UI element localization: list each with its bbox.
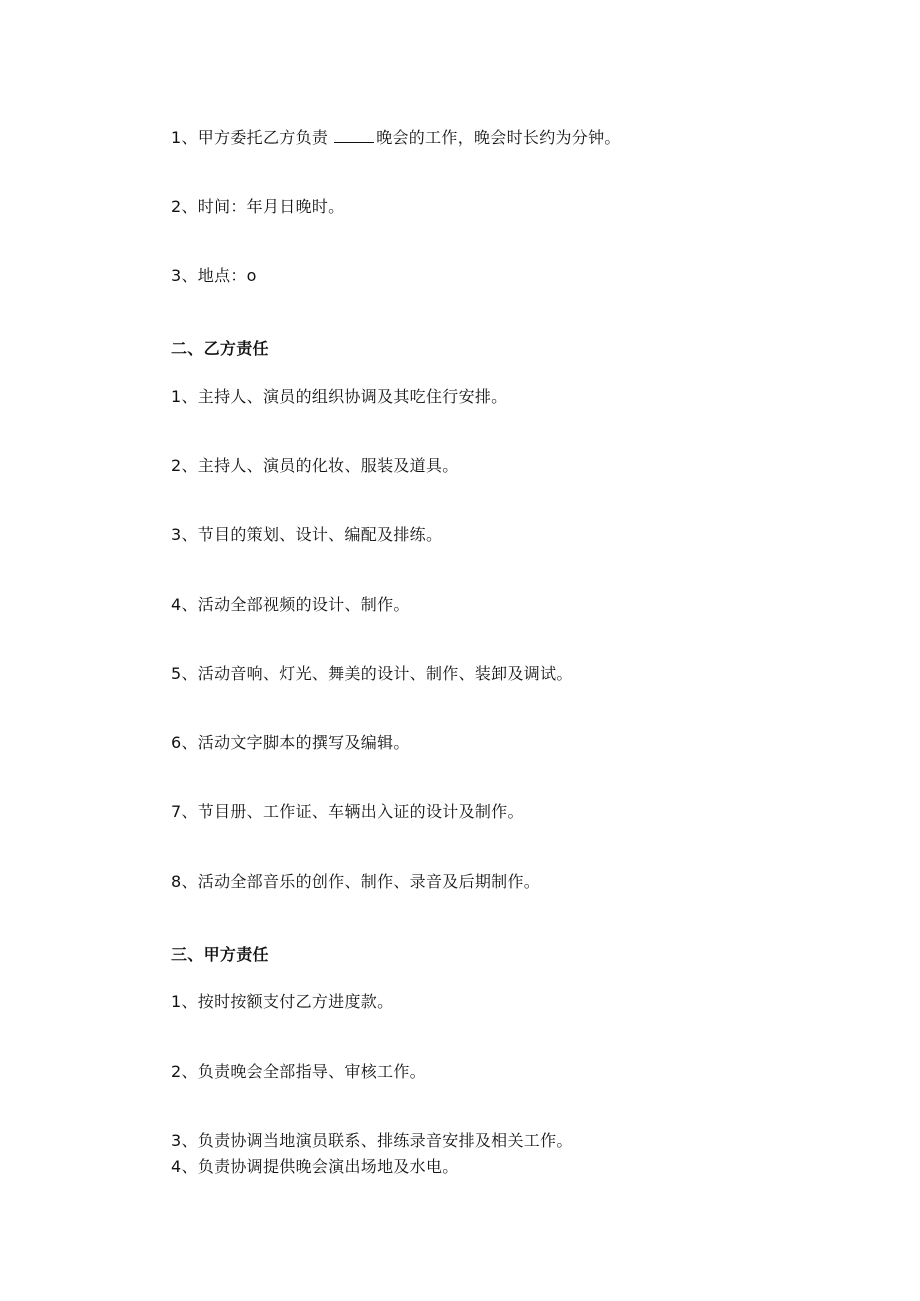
party-b-item: 8、活动全部音乐的创作、制作、录音及后期制作。	[171, 872, 541, 891]
party-b-item: 1、主持人、演员的组织协调及其吃住行安排。	[171, 387, 508, 406]
clause-entrust-suffix: 晚会的工作，晚会时长约为分钟。	[376, 128, 621, 147]
party-a-item: 2、负责晚会全部指导、审核工作。	[171, 1062, 426, 1081]
section-heading-party-a: 三、甲方责任	[171, 945, 269, 964]
party-b-item: 2、主持人、演员的化妆、服装及道具。	[171, 456, 459, 475]
clause-time: 2、时间：年月日晚时。	[171, 197, 345, 216]
clause-entrust-prefix: 1、甲方委托乙方负责	[171, 128, 329, 147]
party-b-item: 4、活动全部视频的设计、制作。	[171, 595, 410, 614]
party-b-item: 5、活动音响、灯光、舞美的设计、制作、装卸及调试。	[171, 664, 573, 683]
party-a-item: 3、负责协调当地演员联系、排练录音安排及相关工作。	[171, 1131, 573, 1150]
party-b-item: 7、节目册、工作证、车辆出入证的设计及制作。	[171, 802, 524, 821]
clause-location: 3、地点：o	[171, 266, 257, 285]
party-a-item: 4、负责协调提供晚会演出场地及水电。	[171, 1157, 459, 1176]
blank-underline	[334, 128, 374, 143]
party-b-item: 3、节目的策划、设计、编配及排练。	[171, 525, 443, 544]
clause-entrust	[171, 128, 621, 148]
party-b-item: 6、活动文字脚本的撰写及编辑。	[171, 733, 410, 752]
section-heading-party-b: 二、乙方责任	[171, 339, 269, 358]
party-a-item: 1、按时按额支付乙方进度款。	[171, 992, 394, 1011]
